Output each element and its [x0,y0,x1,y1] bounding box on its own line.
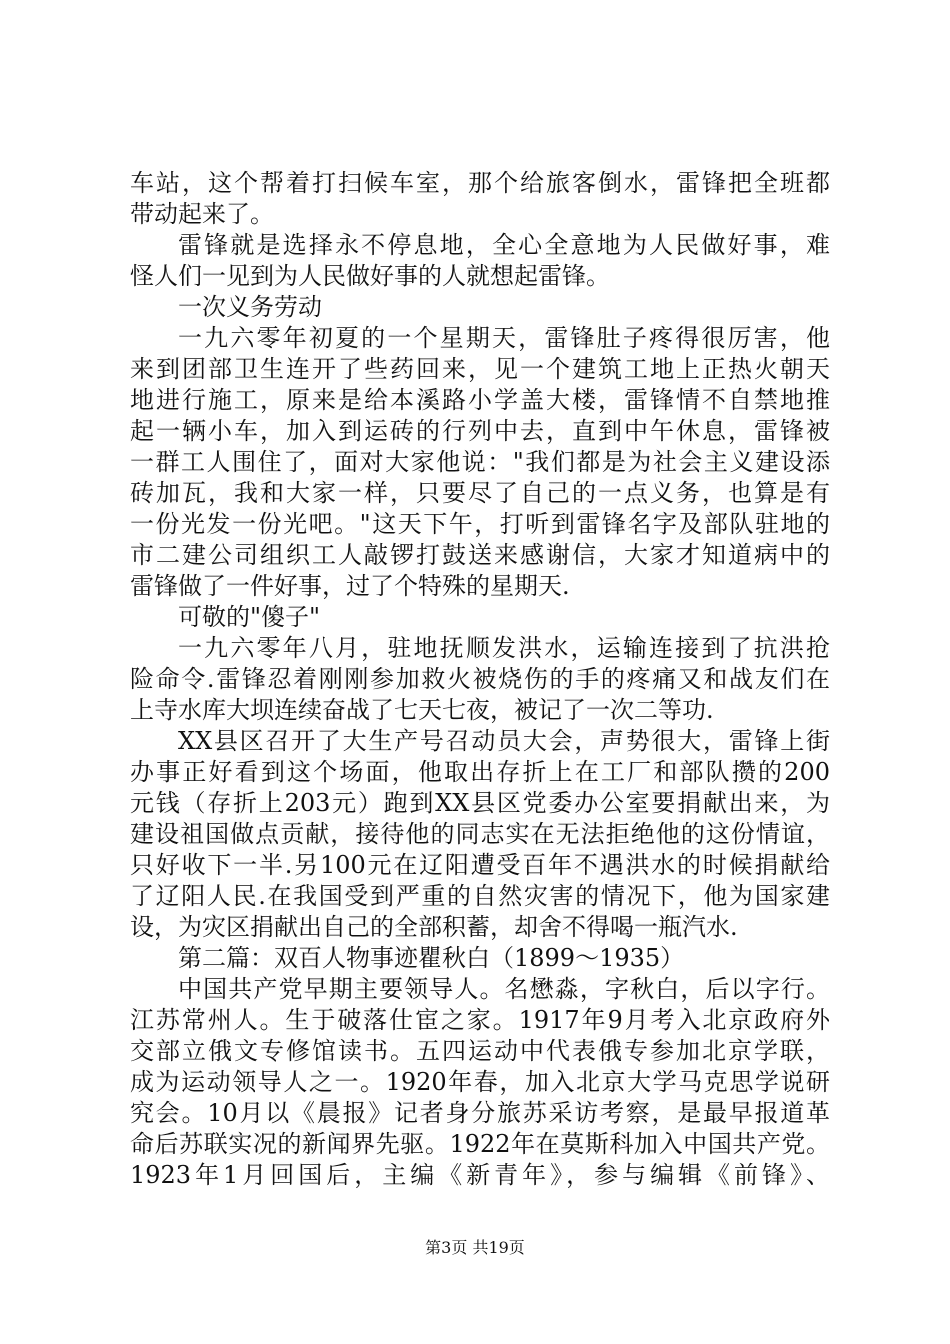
text-line: 市二建公司组织工人敲锣打鼓送来感谢信，大家才知道病中的 [130,541,830,569]
text-line: 一九六零年八月，驻地抚顺发洪水，运输连接到了抗洪抢 [178,634,830,662]
text-line: 来到团部卫生连开了些药回来，见一个建筑工地上正热火朝天 [130,355,830,383]
text-line: 元钱（存折上203元）跑到XX县区党委办公室要捐献出来，为 [130,789,830,817]
text-line: 一群工人围住了，面对大家他说："我们都是为社会主义建设添 [130,448,830,476]
text-line: 交部立俄文专修馆读书。五四运动中代表俄专参加北京学联， [130,1037,830,1065]
text-line: 命后苏联实况的新闻界先驱。1922年在莫斯科加入中国共产党。 [130,1130,830,1158]
text-line: 办事正好看到这个场面，他取出存折上在工厂和部队攒的200 [130,758,830,786]
text-line: 一份光发一份光吧。"这天下午，打听到雷锋名字及部队驻地的 [130,510,830,538]
document-body [130,168,830,1191]
text-line: 车站，这个帮着打扫候车室，那个给旅客倒水，雷锋把全班都 [130,169,830,197]
text-line: 建设祖国做点贡献，接待他的同志实在无法拒绝他的这份情谊， [130,820,830,848]
text-line: 砖加瓦，我和大家一样，只要尽了自己的一点义务，也算是有 [130,479,830,507]
text-line: 江苏常州人。生于破落仕宦之家。1917年9月考入北京政府外 [130,1006,830,1034]
text-line: 究会。10月以《晨报》记者身分旅苏采访考察，是最早报道革 [130,1099,830,1127]
text-line: 地进行施工，原来是给本溪路小学盖大楼，雷锋情不自禁地推 [130,386,830,414]
text-line: XX县区召开了大生产号召动员大会，声势很大，雷锋上街 [178,727,830,755]
text-line: 上寺水库大坝连续奋战了七天七夜，被记了一次二等功. [130,696,714,724]
text-line: 只好收下一半.另100元在辽阳遭受百年不遇洪水的时候捐献给 [130,851,830,879]
page-footer: 第3页 共19页 [425,1238,525,1257]
text-line: 险命令.雷锋忍着刚刚参加救火被烧伤的手的疼痛又和战友们在 [130,665,830,693]
text-line: 成为运动领导人之一。1920年春，加入北京大学马克思学说研 [130,1068,830,1096]
text-line: 中国共产党早期主要领导人。名懋淼，字秋白，后以字行。 [178,975,830,1003]
text-line: 设，为灾区捐献出自己的全部积蓄，却舍不得喝一瓶汽水. [130,913,738,941]
text-line: 怪人们一见到为人民做好事的人就想起雷锋。 [130,262,610,290]
text-line: 一九六零年初夏的一个星期天，雷锋肚子疼得很厉害，他 [178,324,830,352]
text-line: 了辽阳人民.在我国受到严重的自然灾害的情况下，他为国家建 [130,882,830,910]
text-line: 可敬的"傻子" [178,603,321,631]
text-line: 带动起来了。 [130,200,274,228]
text-line: 起一辆小车，加入到运砖的行列中去，直到中午休息，雷锋被 [130,417,830,445]
text-line: 第二篇：双百人物事迹瞿秋白（1899～1935） [178,944,685,972]
text-line: 雷锋做了一件好事，过了个特殊的星期天. [130,572,570,600]
text-line: 雷锋就是选择永不停息地，全心全意地为人民做好事，难 [178,231,830,259]
text-line: 一次义务劳动 [178,293,322,321]
text-line: 1923年1月回国后，主编《新青年》，参与编辑《前锋》、 [130,1161,830,1189]
